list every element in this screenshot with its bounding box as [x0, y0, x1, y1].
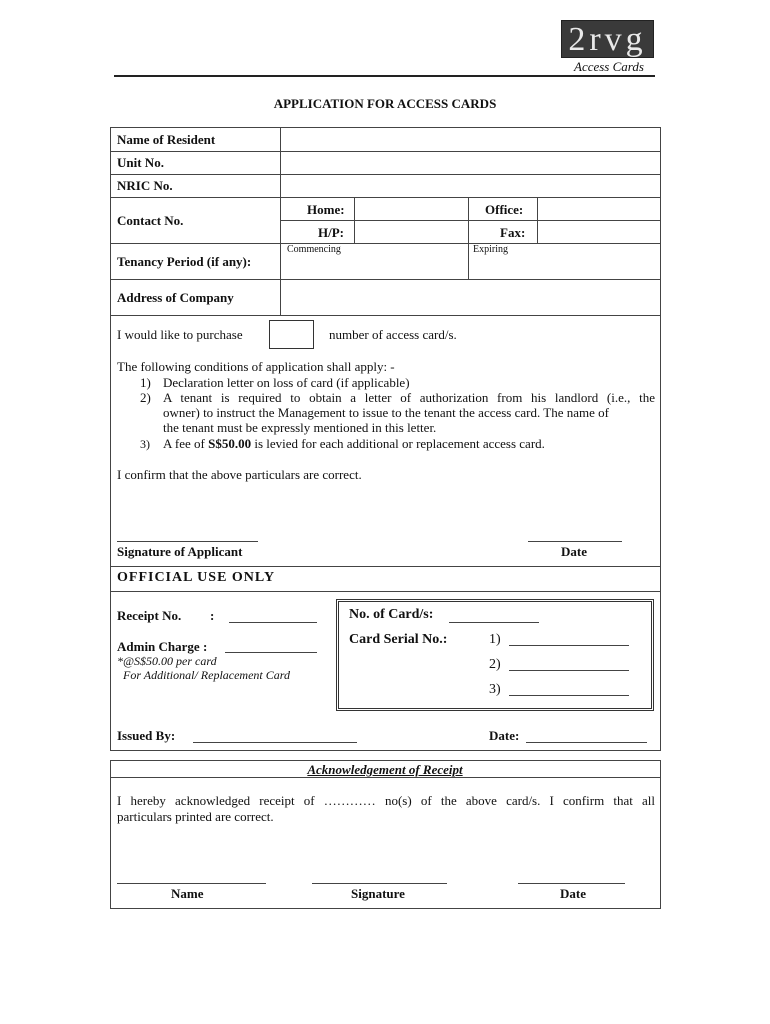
serial-number-field-3[interactable]	[509, 695, 629, 696]
row-divider	[110, 243, 661, 244]
fee-amount: S$50.00	[208, 436, 252, 451]
condition-number: 2)	[140, 390, 151, 405]
page-title: APPLICATION FOR ACCESS CARDS	[273, 96, 497, 111]
condition-text: owner) to instruct the Management to issue to the tenant the access card. The name of	[163, 405, 609, 420]
official-use-heading: OFFICIAL USE ONLY	[117, 570, 276, 585]
ack-name-line[interactable]	[117, 883, 266, 884]
row-divider	[110, 151, 661, 152]
purchase-suffix: number of access card/s.	[329, 327, 457, 342]
serial-number-field-1[interactable]	[509, 645, 629, 646]
ack-date-line[interactable]	[518, 883, 625, 884]
card-serial-no-label: Card Serial No.:	[349, 632, 448, 647]
commencing-label: Commencing	[287, 244, 341, 255]
signature-of-applicant-label: Signature of Applicant	[117, 544, 243, 559]
ack-date-label: Date	[560, 886, 586, 901]
receipt-no-field[interactable]	[229, 622, 317, 623]
name-of-resident-label: Name of Resident	[117, 132, 216, 147]
issued-date-label: Date:	[489, 728, 520, 743]
ack-name-label: Name	[171, 886, 204, 901]
condition-text: Declaration letter on loss of card (if applicable)	[163, 375, 410, 390]
serial-number-index: 1)	[489, 632, 501, 647]
no-of-cards-field[interactable]	[449, 622, 539, 623]
confirm-text: I confirm that the above particulars are correct.	[117, 467, 362, 482]
hp-field[interactable]	[356, 222, 466, 242]
header-rule	[114, 75, 655, 77]
admin-charge-label: Admin Charge :	[117, 639, 208, 654]
tenancy-period-label: Tenancy Period (if any):	[117, 254, 252, 269]
admin-charge-field[interactable]	[225, 652, 317, 653]
hp-label: H/P:	[318, 225, 344, 240]
applicant-date-label: Date	[561, 544, 587, 559]
admin-charge-note: *@S$50.00 per card	[117, 654, 217, 668]
serial-number-index: 2)	[489, 657, 501, 672]
row-divider	[280, 220, 661, 221]
acknowledgement-title: Acknowledgement of Receipt	[307, 762, 463, 777]
office-phone-field[interactable]	[539, 199, 659, 219]
home-label: Home:	[307, 202, 345, 217]
column-divider	[354, 197, 355, 243]
column-divider	[468, 197, 469, 279]
ack-signature-label: Signature	[351, 886, 405, 901]
company-logo: 2rvg	[561, 20, 654, 58]
serial-number-field-2[interactable]	[509, 670, 629, 671]
ack-statement: I hereby acknowledged receipt of ………… no(s) of the above card/s. I confirm that all	[117, 793, 655, 808]
address-of-company-field[interactable]	[282, 281, 660, 314]
home-phone-field[interactable]	[356, 199, 466, 219]
official-top-rule	[110, 566, 661, 567]
receipt-colon: :	[210, 608, 215, 623]
row-divider	[110, 174, 661, 175]
condition-number: 1)	[140, 375, 151, 390]
condition-text: A fee of S$50.00 is levied for each additional or replacement access card.	[163, 436, 545, 451]
conditions-intro: The following conditions of application shall apply: -	[117, 359, 395, 374]
row-divider	[110, 279, 661, 280]
fax-label: Fax:	[500, 225, 526, 240]
doc-type-label: Access Cards	[574, 59, 644, 74]
applicant-date-line[interactable]	[528, 541, 622, 542]
nric-no-label: NRIC No.	[117, 178, 173, 193]
row-divider	[110, 315, 661, 316]
admin-charge-note: For Additional/ Replacement Card	[123, 668, 290, 682]
fax-field[interactable]	[539, 222, 659, 242]
name-of-resident-field[interactable]	[282, 153, 660, 173]
official-heading-rule	[110, 591, 661, 592]
expiring-label: Expiring	[473, 244, 508, 255]
condition-text: A tenant is required to obtain a letter of authorization from his landlord (i.e., the	[163, 390, 655, 405]
unit-no-field[interactable]	[282, 176, 660, 196]
contact-no-label: Contact No.	[117, 213, 184, 228]
no-of-cards-label: No. of Card/s:	[349, 607, 434, 622]
address-of-company-label: Address of Company	[117, 290, 234, 305]
column-divider	[537, 197, 538, 243]
applicant-signature-line[interactable]	[117, 541, 258, 542]
unit-no-label: Unit No.	[117, 155, 164, 170]
receipt-no-label: Receipt No.	[117, 608, 182, 623]
column-divider	[280, 127, 281, 315]
serial-number-index: 3)	[489, 682, 501, 697]
row-divider	[110, 197, 661, 198]
issued-by-field[interactable]	[193, 742, 357, 743]
card-quantity-input[interactable]	[269, 320, 314, 349]
condition-text: the tenant must be expressly mentioned in this letter.	[163, 420, 437, 435]
commencing-field[interactable]	[282, 256, 466, 278]
ack-signature-line[interactable]	[312, 883, 447, 884]
condition-number: 3)	[140, 437, 150, 451]
issued-date-field[interactable]	[526, 742, 647, 743]
office-label: Office:	[485, 202, 524, 217]
purchase-prefix: I would like to purchase	[117, 327, 243, 342]
expiring-field[interactable]	[470, 256, 659, 278]
issued-by-label: Issued By:	[117, 728, 176, 743]
nric-no-field[interactable]	[282, 130, 660, 150]
ack-statement: particulars printed are correct.	[117, 809, 274, 824]
